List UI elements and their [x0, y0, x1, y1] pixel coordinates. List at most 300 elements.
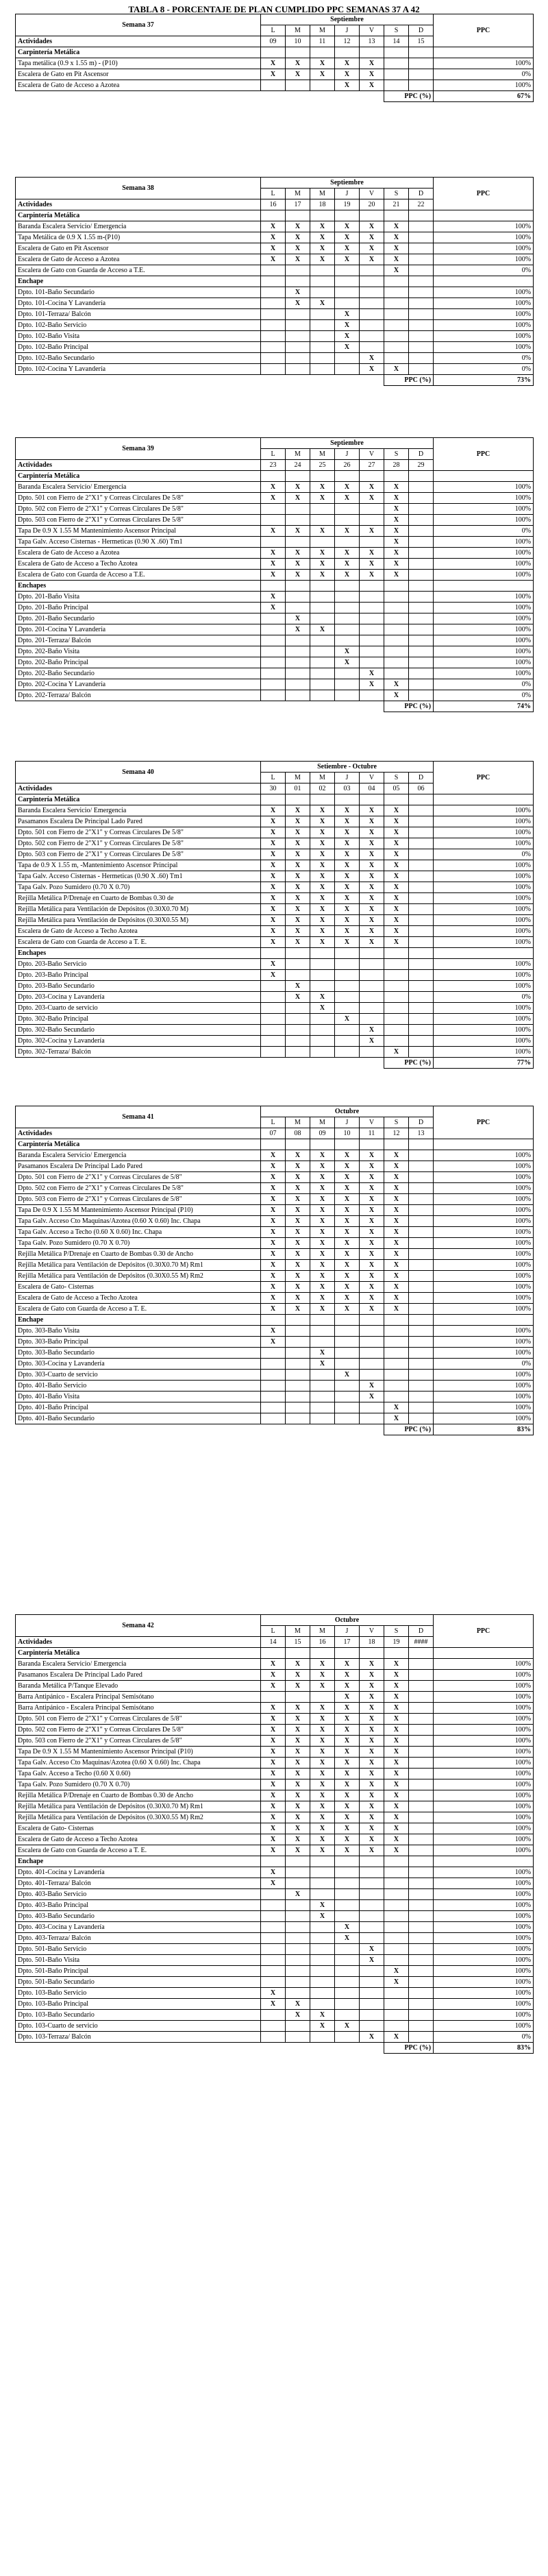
- activity-label: Tapa metálica (0.9 x 1.55 m) - (P10): [16, 58, 261, 69]
- day-cell: [335, 2032, 360, 2043]
- day-mark: X: [286, 1812, 310, 1823]
- day-date: 11: [360, 1128, 384, 1139]
- activity-row: [16, 1922, 534, 1933]
- day-cell: [261, 342, 286, 353]
- activity-row: [16, 1878, 534, 1889]
- day-letter: J: [335, 189, 360, 199]
- activity-row: [16, 504, 534, 515]
- day-mark: X: [286, 624, 310, 635]
- day-mark: X: [360, 80, 384, 91]
- day-cell: [360, 603, 384, 613]
- activities-header: Actividades: [16, 460, 261, 471]
- activity-label: Dpto. 203-Baño Principal: [16, 970, 261, 981]
- activity-label: Rejilla Metálica P/Drenaje en Cuarto de Bombas 0.30 de Ancho: [16, 1790, 261, 1801]
- day-mark: X: [335, 915, 360, 926]
- day-mark: X: [286, 559, 310, 570]
- day-cell: [360, 592, 384, 603]
- day-mark: X: [335, 657, 360, 668]
- activity-label: Tapa De 0.9 X 1.55 M Mantenimiento Ascensor Principal: [16, 526, 261, 537]
- activity-row: [16, 981, 534, 992]
- day-cell: [409, 1867, 434, 1878]
- ppc-value: 100%: [434, 1889, 534, 1900]
- day-mark: X: [384, 816, 409, 827]
- day-cell: [409, 1172, 434, 1183]
- day-cell: [286, 47, 310, 58]
- ppc-header: PPC: [434, 762, 534, 794]
- day-cell: [360, 1326, 384, 1337]
- day-mark: X: [261, 1205, 286, 1216]
- activity-row: [16, 69, 534, 80]
- activity-row: [16, 926, 534, 937]
- day-cell: [310, 504, 335, 515]
- ppc-value: 100%: [434, 1381, 534, 1392]
- day-mark: X: [335, 1304, 360, 1315]
- ppc-value: 100%: [434, 1790, 534, 1801]
- day-cell: [409, 1194, 434, 1205]
- day-cell: [360, 287, 384, 298]
- day-cell: [409, 937, 434, 948]
- activity-row: [16, 1801, 534, 1812]
- day-mark: X: [286, 816, 310, 827]
- day-cell: [310, 613, 335, 624]
- day-mark: X: [360, 1227, 384, 1238]
- day-cell: [384, 635, 409, 646]
- activity-row: [16, 265, 534, 276]
- ppc-cell: [434, 1139, 534, 1150]
- day-cell: [335, 624, 360, 635]
- day-date: 24: [286, 460, 310, 471]
- day-date: 13: [360, 36, 384, 47]
- activity-row: [16, 1282, 534, 1293]
- day-mark: X: [286, 548, 310, 559]
- day-cell: [286, 2032, 310, 2043]
- day-mark: X: [335, 816, 360, 827]
- day-cell: [286, 635, 310, 646]
- day-mark: X: [384, 1779, 409, 1790]
- day-mark: X: [384, 860, 409, 871]
- day-mark: X: [384, 1834, 409, 1845]
- activity-label: Dpto. 101-Cocina Y Lavandería: [16, 298, 261, 309]
- day-cell: [335, 992, 360, 1003]
- day-mark: X: [335, 254, 360, 265]
- ppc-value: 100%: [434, 1758, 534, 1769]
- day-cell: [409, 298, 434, 309]
- activity-row: [16, 1271, 534, 1282]
- total-row: [16, 1058, 534, 1069]
- activity-row: [16, 838, 534, 849]
- ppc-value: 0%: [434, 679, 534, 690]
- day-cell: [335, 1966, 360, 1977]
- activity-row: [16, 1823, 534, 1834]
- activity-row: [16, 1205, 534, 1216]
- activity-row: [16, 1966, 534, 1977]
- week-table: [15, 1614, 534, 2054]
- day-mark: X: [360, 904, 384, 915]
- day-cell: [261, 353, 286, 364]
- activity-label: Escalera de Gato de Acceso a Techo Azotea: [16, 1293, 261, 1304]
- day-cell: [261, 2021, 286, 2032]
- activity-label: Dpto. 203-Cocina y Lavandería: [16, 992, 261, 1003]
- day-mark: X: [360, 1823, 384, 1834]
- day-cell: [409, 1944, 434, 1955]
- day-mark: X: [335, 221, 360, 232]
- ppc-value: 100%: [434, 805, 534, 816]
- day-cell: [335, 1025, 360, 1036]
- activity-row: [16, 1216, 534, 1227]
- day-cell: [310, 320, 335, 331]
- day-mark: X: [384, 1670, 409, 1681]
- total-label: PPC (%): [384, 1424, 434, 1435]
- day-mark: X: [335, 646, 360, 657]
- day-mark: X: [261, 1845, 286, 1856]
- ppc-value: 100%: [434, 1845, 534, 1856]
- day-mark: X: [286, 1659, 310, 1670]
- day-cell: [384, 624, 409, 635]
- day-mark: X: [360, 526, 384, 537]
- day-mark: X: [360, 1249, 384, 1260]
- day-cell: [310, 690, 335, 701]
- day-mark: X: [261, 1271, 286, 1282]
- day-mark: X: [261, 1282, 286, 1293]
- ppc-value: 100%: [434, 2010, 534, 2021]
- section-row: [16, 471, 534, 482]
- day-cell: [310, 331, 335, 342]
- day-date: 30: [261, 783, 286, 794]
- activity-row: [16, 1900, 534, 1911]
- day-cell: [310, 1933, 335, 1944]
- day-mark: X: [335, 1779, 360, 1790]
- day-mark: X: [384, 1747, 409, 1758]
- day-cell: [286, 1933, 310, 1944]
- day-mark: X: [310, 1681, 335, 1692]
- day-cell: [310, 353, 335, 364]
- ppc-value: 0%: [434, 526, 534, 537]
- day-cell: [409, 871, 434, 882]
- day-mark: X: [261, 915, 286, 926]
- ppc-value: 100%: [434, 1812, 534, 1823]
- activity-row: [16, 1238, 534, 1249]
- day-cell: [409, 69, 434, 80]
- day-cell: [360, 1370, 384, 1381]
- day-mark: X: [384, 1238, 409, 1249]
- day-mark: X: [335, 1736, 360, 1747]
- activity-label: Escalera de Gato en Pit Ascensor: [16, 243, 261, 254]
- day-mark: X: [335, 1271, 360, 1282]
- day-mark: X: [384, 690, 409, 701]
- day-mark: X: [261, 1758, 286, 1769]
- day-cell: [384, 1370, 409, 1381]
- day-mark: X: [286, 243, 310, 254]
- activity-label: Dpto. 201-Baño Secundario: [16, 613, 261, 624]
- day-cell: [360, 1003, 384, 1014]
- day-cell: [409, 1856, 434, 1867]
- day-cell: [360, 581, 384, 592]
- ppc-value: 100%: [434, 1326, 534, 1337]
- day-mark: X: [286, 482, 310, 493]
- day-mark: X: [286, 926, 310, 937]
- ppc-value: 100%: [434, 1922, 534, 1933]
- day-mark: X: [310, 1659, 335, 1670]
- day-cell: [261, 1370, 286, 1381]
- day-cell: [261, 1933, 286, 1944]
- day-mark: X: [335, 1161, 360, 1172]
- day-mark: X: [384, 1271, 409, 1282]
- day-mark: X: [360, 1392, 384, 1402]
- day-mark: X: [310, 1348, 335, 1359]
- day-cell: [409, 309, 434, 320]
- day-cell: [286, 1977, 310, 1988]
- day-cell: [360, 504, 384, 515]
- month-label: Setiembre - Octubre: [261, 762, 434, 773]
- activity-label: Tapa Galv. Acceso Cto Maquinas/Azotea (0.60 X 0.60) Inc. Chapa: [16, 1758, 261, 1769]
- section-row: [16, 47, 534, 58]
- day-cell: [286, 1402, 310, 1413]
- day-mark: X: [360, 1260, 384, 1271]
- ppc-cell: [434, 276, 534, 287]
- day-date: 26: [335, 460, 360, 471]
- ppc-value: 100%: [434, 1834, 534, 1845]
- day-mark: X: [360, 2032, 384, 2043]
- ppc-value: 100%: [434, 1183, 534, 1194]
- day-mark: X: [360, 1659, 384, 1670]
- activity-label: Tapa Galv. Acceso a Techo (0.60 X 0.60): [16, 1769, 261, 1779]
- ppc-value: 100%: [434, 657, 534, 668]
- day-cell: [360, 1348, 384, 1359]
- day-cell: [384, 646, 409, 657]
- day-cell: [360, 646, 384, 657]
- total-value: 77%: [434, 1058, 534, 1069]
- section-title: Carpintería Metálica: [16, 1139, 261, 1150]
- day-mark: X: [286, 1161, 310, 1172]
- day-mark: X: [335, 1692, 360, 1703]
- ppc-header: PPC: [434, 1615, 534, 1648]
- day-cell: [310, 1381, 335, 1392]
- day-cell: [335, 276, 360, 287]
- day-cell: [409, 2010, 434, 2021]
- day-cell: [409, 1392, 434, 1402]
- ppc-value: 100%: [434, 1282, 534, 1293]
- day-cell: [286, 1692, 310, 1703]
- day-mark: X: [335, 860, 360, 871]
- day-cell: [360, 635, 384, 646]
- day-cell: [360, 959, 384, 970]
- day-cell: [360, 624, 384, 635]
- day-cell: [409, 1293, 434, 1304]
- total-value: 67%: [434, 91, 534, 102]
- activities-header: Actividades: [16, 783, 261, 794]
- day-mark: X: [286, 1747, 310, 1758]
- ppc-value: 100%: [434, 493, 534, 504]
- day-cell: [335, 1889, 360, 1900]
- activity-label: Dpto. 302-Baño Principal: [16, 1014, 261, 1025]
- day-mark: X: [384, 805, 409, 816]
- day-mark: X: [335, 482, 360, 493]
- day-cell: [409, 1271, 434, 1282]
- ppc-header: PPC: [434, 14, 534, 47]
- day-mark: X: [360, 1282, 384, 1293]
- day-cell: [409, 1161, 434, 1172]
- day-cell: [286, 309, 310, 320]
- activity-label: Dpto. 101-Baño Secundario: [16, 287, 261, 298]
- day-letter: J: [335, 1626, 360, 1637]
- day-mark: X: [384, 254, 409, 265]
- ppc-value: 100%: [434, 1911, 534, 1922]
- day-mark: X: [360, 668, 384, 679]
- day-mark: X: [360, 1271, 384, 1282]
- day-letter: V: [360, 1626, 384, 1637]
- day-mark: X: [384, 1194, 409, 1205]
- day-cell: [286, 1648, 310, 1659]
- day-mark: X: [286, 871, 310, 882]
- activity-row: [16, 1293, 534, 1304]
- day-cell: [261, 1003, 286, 1014]
- day-mark: X: [335, 243, 360, 254]
- activity-row: [16, 635, 534, 646]
- day-mark: X: [335, 309, 360, 320]
- day-mark: X: [310, 1304, 335, 1315]
- day-mark: X: [310, 1249, 335, 1260]
- day-cell: [335, 679, 360, 690]
- day-cell: [384, 1648, 409, 1659]
- day-cell: [384, 2010, 409, 2021]
- day-letter: L: [261, 189, 286, 199]
- section-row: [16, 581, 534, 592]
- ppc-value: 100%: [434, 827, 534, 838]
- activity-label: Baranda Escalera Servicio/ Emergencia: [16, 221, 261, 232]
- ppc-value: 100%: [434, 603, 534, 613]
- activity-label: Dpto. 103-Baño Servicio: [16, 1988, 261, 1999]
- activity-label: Dpto. 303-Cuarto de servicio: [16, 1370, 261, 1381]
- day-cell: [286, 471, 310, 482]
- ppc-value: 100%: [434, 1736, 534, 1747]
- day-cell: [409, 1736, 434, 1747]
- ppc-value: 100%: [434, 331, 534, 342]
- day-cell: [261, 1911, 286, 1922]
- day-cell: [261, 613, 286, 624]
- day-cell: [261, 515, 286, 526]
- day-cell: [360, 1139, 384, 1150]
- day-mark: X: [360, 69, 384, 80]
- day-cell: [360, 2010, 384, 2021]
- ppc-value: 100%: [434, 904, 534, 915]
- ppc-value: 100%: [434, 243, 534, 254]
- day-mark: X: [310, 493, 335, 504]
- ppc-value: 100%: [434, 287, 534, 298]
- ppc-cell: [434, 581, 534, 592]
- day-cell: [261, 668, 286, 679]
- day-mark: X: [310, 482, 335, 493]
- section-title: Enchape: [16, 276, 261, 287]
- day-cell: [310, 635, 335, 646]
- day-cell: [360, 794, 384, 805]
- day-mark: X: [384, 1758, 409, 1769]
- day-mark: X: [360, 1161, 384, 1172]
- day-mark: X: [360, 1670, 384, 1681]
- day-cell: [286, 504, 310, 515]
- day-cell: [384, 1944, 409, 1955]
- day-cell: [384, 331, 409, 342]
- day-mark: X: [335, 69, 360, 80]
- day-letter: V: [360, 449, 384, 460]
- day-letter: M: [310, 25, 335, 36]
- activity-row: [16, 2032, 534, 2043]
- day-cell: [335, 603, 360, 613]
- day-mark: X: [384, 679, 409, 690]
- total-label: PPC (%): [384, 701, 434, 712]
- day-letter: M: [310, 1626, 335, 1637]
- day-mark: X: [310, 1359, 335, 1370]
- activity-row: [16, 1161, 534, 1172]
- day-mark: X: [335, 1845, 360, 1856]
- day-mark: X: [261, 926, 286, 937]
- ppc-value: 100%: [434, 1955, 534, 1966]
- day-cell: [384, 1003, 409, 1014]
- day-mark: X: [384, 1703, 409, 1714]
- day-cell: [335, 287, 360, 298]
- day-date: 03: [335, 783, 360, 794]
- day-cell: [409, 1216, 434, 1227]
- day-cell: [335, 668, 360, 679]
- day-cell: [360, 1933, 384, 1944]
- activity-label: Dpto. 401-Baño Servicio: [16, 1381, 261, 1392]
- activity-row: [16, 1703, 534, 1714]
- day-cell: [409, 1845, 434, 1856]
- day-mark: X: [360, 1304, 384, 1315]
- activity-label: Escalera de Gato de Acceso a Techo Azotea: [16, 1834, 261, 1845]
- day-cell: [409, 1966, 434, 1977]
- day-cell: [409, 860, 434, 871]
- day-mark: X: [310, 1216, 335, 1227]
- day-cell: [310, 47, 335, 58]
- ppc-cell: [434, 47, 534, 58]
- day-cell: [335, 1402, 360, 1413]
- activity-label: Dpto. 202-Baño Principal: [16, 657, 261, 668]
- ppc-cell: [434, 794, 534, 805]
- activity-row: [16, 1183, 534, 1194]
- day-mark: X: [384, 548, 409, 559]
- activities-header: Actividades: [16, 36, 261, 47]
- activity-row: [16, 657, 534, 668]
- activity-row: [16, 309, 534, 320]
- day-cell: [409, 816, 434, 827]
- day-date: 09: [261, 36, 286, 47]
- day-cell: [310, 1139, 335, 1150]
- day-mark: X: [286, 1194, 310, 1205]
- week-name: Semana 39: [16, 438, 261, 460]
- ppc-value: 100%: [434, 1944, 534, 1955]
- week-header-row: [16, 14, 534, 25]
- activity-label: Escalera de Gato en Pit Ascensor: [16, 69, 261, 80]
- day-cell: [384, 1337, 409, 1348]
- day-cell: [409, 1047, 434, 1058]
- day-cell: [384, 657, 409, 668]
- day-cell: [409, 1402, 434, 1413]
- day-cell: [286, 1326, 310, 1337]
- day-mark: X: [384, 1293, 409, 1304]
- day-mark: X: [286, 981, 310, 992]
- day-cell: [384, 1036, 409, 1047]
- day-cell: [335, 1878, 360, 1889]
- week-table: [15, 761, 534, 1069]
- day-mark: X: [360, 1205, 384, 1216]
- activity-label: Dpto. 501 con Fierro de 2"X1" y Correas Circulares De 5/8": [16, 493, 261, 504]
- day-letter: D: [409, 1117, 434, 1128]
- day-mark: X: [360, 827, 384, 838]
- day-cell: [384, 970, 409, 981]
- day-cell: [335, 1003, 360, 1014]
- activity-label: Dpto. 303-Baño Visita: [16, 1326, 261, 1337]
- day-cell: [384, 592, 409, 603]
